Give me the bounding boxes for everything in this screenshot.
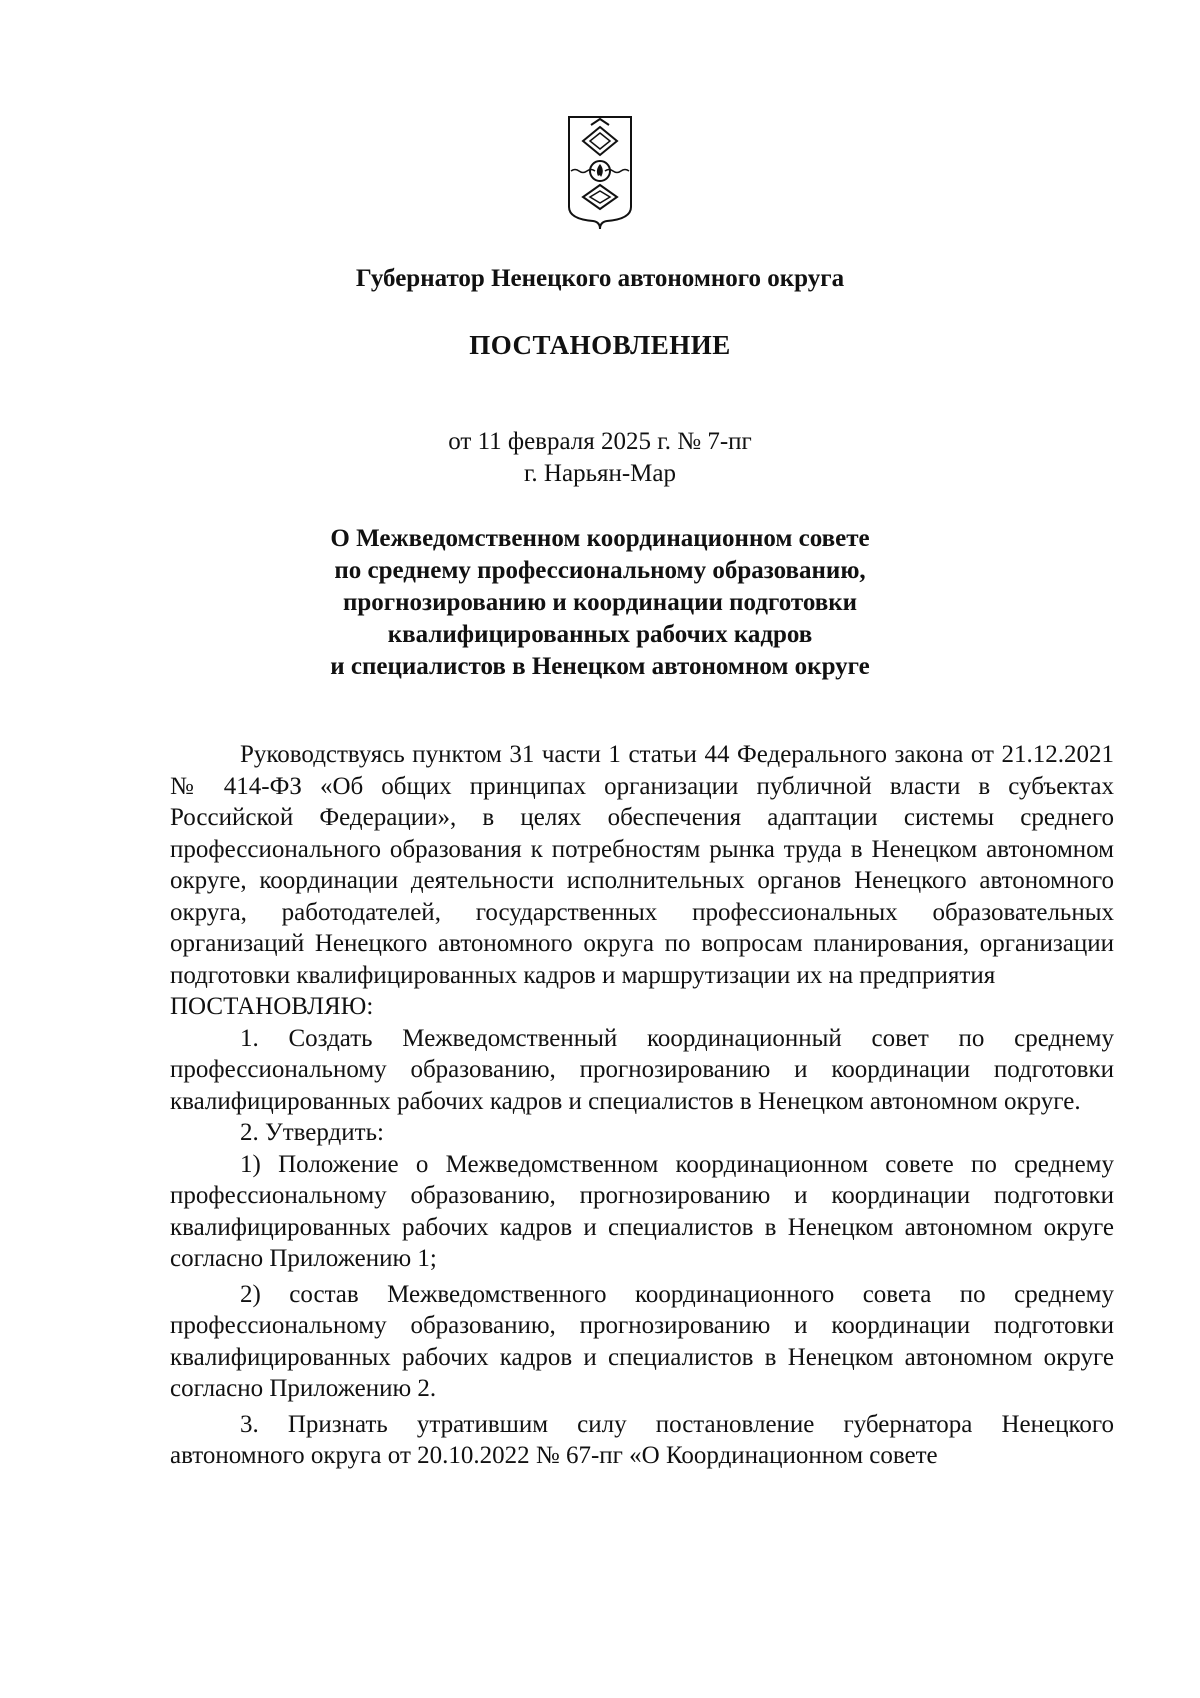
document-city: г. Нарьян-Мар	[523, 460, 676, 487]
title-line: и специалистов в Ненецком автономном округе	[330, 653, 870, 680]
decree-word: ПОСТАНОВЛЯЮ:	[170, 993, 374, 1020]
title-line: О Межведомственном координационном совете	[330, 525, 870, 552]
document-type: ПОСТАНОВЛЕНИЕ	[469, 330, 731, 360]
item-1-paragraph: 1. Создать Межведомственный координационный совет по среднему профессиональному образованию, прогнозированию и координации подготовки квалифицированных рабочих кадров и специалистов в Ненецком автономном округе.	[170, 1024, 1114, 1115]
item-2-2-paragraph: 2) состав Межведомственного координационного совета по среднему профессиональному образованию, прогнозированию и координации подготовки квалифицированных рабочих кадров и специалистов в Ненецком автономном округе согласно Приложению 2.	[170, 1280, 1114, 1402]
title-line: прогнозированию и координации подготовки	[342, 589, 858, 616]
coat-of-arms-icon	[567, 115, 633, 231]
document-body	[170, 739, 1114, 1472]
title-line: квалифицированных рабочих кадров	[387, 621, 813, 648]
document-date-number: от 11 февраля 2025 г. № 7-пг	[448, 428, 752, 455]
item-3-paragraph: 3. Признать утратившим силу постановление губернатора Ненецкого автономного округа от 20.10.2022 № 67-пг «О Координационном совете	[170, 1410, 1114, 1469]
item-2-1-paragraph: 1) Положение о Межведомственном координационном совете по среднему профессиональному образованию, прогнозированию и координации подготовки квалифицированных рабочих кадров и специалистов в Ненецком автономном округе согласно Приложению 1;	[170, 1150, 1114, 1272]
authority-heading: Губернатор Ненецкого автономного округа	[355, 265, 845, 292]
item-2-paragraph: 2. Утвердить:	[240, 1119, 384, 1146]
document-title	[0, 523, 1200, 683]
preamble-paragraph: Руководствуясь пунктом 31 части 1 статьи 44 Федерального закона от 21.12.2021 № 414-ФЗ «Об общих принципах организации публичной власти в субъектах Российской Федерации», в целях обеспечения адаптации системы среднего профессионального образования к потребностям рынка труда в Ненецком автономном округе, координации деятельности исполнительных органов Ненецкого автономного округа, работодателей, государственных профессиональных образовательных организаций Ненецкого автономного округа по вопросам планирования, организации подготовки квалифицированных кадров и маршрутизации их на предприятия	[170, 741, 1114, 989]
title-line: по среднему профессиональному образованию,	[334, 557, 866, 584]
